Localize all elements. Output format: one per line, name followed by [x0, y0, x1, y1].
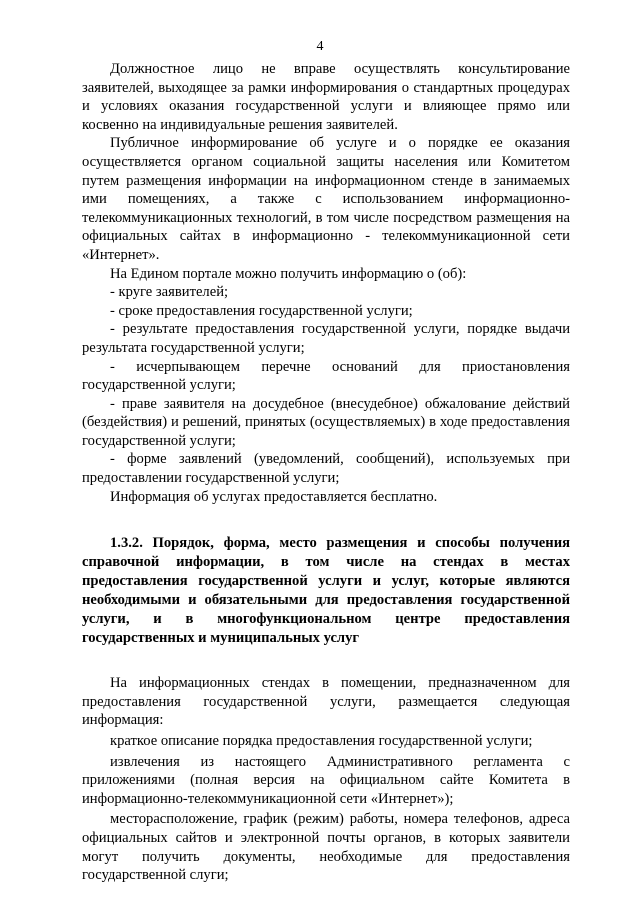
page-number: 4	[316, 39, 324, 54]
section-heading: 1.3.2. Порядок, форма, место размещения и способы получения справочной информации, в том числе на стендах в местах предоставления государственной услуги и услуг, которые являются необходимыми и обязательными для предоставления государственной услуги, и в многофункциональном центре предоставления государственных и муниципальных услуг	[82, 535, 570, 647]
list-item-service-result: - результате предоставления государственной услуги, порядке выдачи результата государственной услуги;	[82, 321, 570, 356]
list-item-suspension-grounds: - исчерпывающем перечне оснований для приостановления государственной услуги;	[82, 358, 570, 394]
paragraph-unified-portal-intro: На Едином портале можно получить информацию о (об):	[110, 265, 467, 282]
document-body	[82, 60, 570, 887]
paragraph-procedure-description: краткое описание порядка предоставления государственной услуги;	[110, 733, 533, 750]
paragraph-free-information: Информация об услугах предоставляется бесплатно.	[110, 488, 438, 505]
list-item-appeal-right: - праве заявителя на досудебное (внесудебное) обжалование действий (бездействия) и решений, принятых (осуществляемых) в ходе предоставления государственной услуги;	[82, 395, 570, 449]
list-item-service-term: - сроке предоставления государственной услуги;	[110, 302, 413, 319]
list-item-application-forms: - форме заявлений (уведомлений, сообщений), используемых при предоставлении государственной услуги;	[82, 451, 570, 487]
paragraph-consulting-limits: Должностное лицо не вправе осуществлять консультирование заявителей, выходящее за рамки информирования о стандартных процедурах и условиях оказания государственной услуги и влияющее прямо или косвенно на индивидуальные решения заявителей.	[82, 61, 570, 133]
paragraph-stands-intro: На информационных стендах в помещении, предназначенном для предоставления государственной услуги, размещается следующая информация:	[82, 675, 570, 729]
list-item-applicants: - круге заявителей;	[110, 284, 229, 301]
paragraph-regulation-extracts: извлечения из настоящего Административного регламента с приложениями (полная версия на официальном сайте Комитета в информационно-телекоммуникационной сети «Интернет»);	[82, 753, 570, 807]
paragraph-public-informing: Публичное информирование об услуге и о порядке ее оказания осуществляется органом социальной защиты населения или Комитетом путем размещения информации на информационном стенде в занимаемых ими помещениях, а также с использованием информационно-телекоммуникационных технологий, в том числе посредством размещения на официальных сайтах в информационно - телекоммуникационной сети «Интернет».	[82, 135, 570, 263]
paragraph-location-schedule: месторасположение, график (режим) работы, номера телефонов, адреса официальных сайтов и электронной почты органов, в которых заявители могут получить документы, необходимые для предоставления государственной слуги;	[82, 811, 570, 884]
